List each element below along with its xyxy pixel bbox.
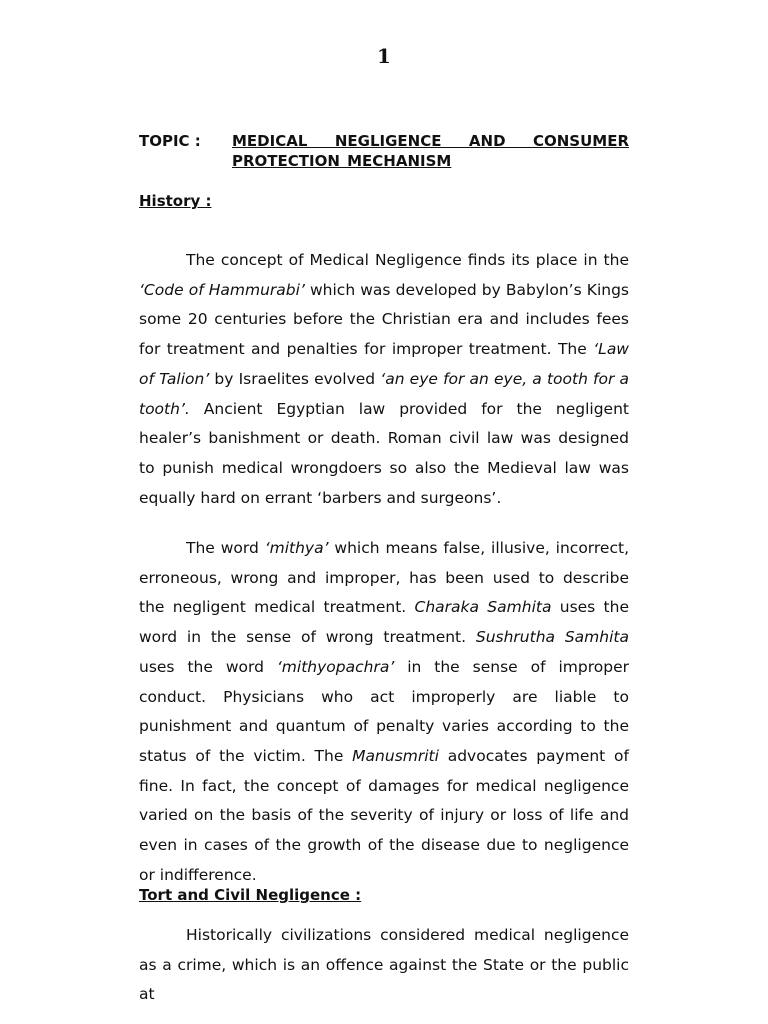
italic-phrase: Sushrutha Samhita [475, 628, 629, 647]
italic-phrase: ‘Code of Hammurabi’ [139, 280, 305, 299]
italic-phrase: ‘mithya’ [264, 539, 329, 557]
italic-phrase: Manusmriti [352, 746, 439, 765]
italic-phrase: Charaka Samhita [414, 598, 552, 617]
history-paragraph-1: The concept of Medical Negligence finds its place in the ‘Code of Hammurabi’ which was developed by Babylon’s Kings some 20 centuries before the Christian era and includes fees for treatment and penalties for improper treatment. The ‘Law of Talion’ by Israelites evolved ‘an eye for an eye, a tooth for a tooth’. Ancient Egyptian law provided for the negligent healer’s banishment or death. Roman civil law was designed to punish medical wrongdoers so also the Medieval law was equally hard on errant ‘barbers and surgeons’. [139, 251, 629, 507]
topic-title: MEDICAL NEGLIGENCE AND CONSUMER PROTECTION MECHANISM [232, 132, 629, 170]
page-number: 1 [377, 44, 391, 68]
history-paragraph-2: The word ‘mithya’ which means false, illusive, incorrect, erroneous, wrong and improper, has been used to describe the negligent medical treatment. Charaka Samhita uses the word in the sense of wrong treatment. Sushrutha Samhita uses the word ‘mithyopachra’ in the sense of improper conduct. Physicians who act improperly are liable to punishment and quantum of penalty varies according to the status of the victim. The Manusmriti advocates payment of fine. In fact, the concept of damages for medical negligence varied on the basis of the severity of injury or loss of life and even in cases of the growth of the disease due to negligence or indifference. [139, 539, 630, 884]
italic-phrase: ‘an eye for an eye, a tooth for a tooth’. [139, 369, 629, 418]
tort-heading: Tort and Civil Negligence : [139, 886, 362, 904]
topic-label: TOPIC : [139, 132, 201, 150]
italic-phrase: ‘Law of Talion’ [139, 340, 629, 388]
italic-phrase: ‘mithyopachra’ [276, 657, 395, 676]
history-heading: History : [139, 192, 212, 210]
tort-paragraph: Historically civilizations considered medical negligence as a crime, which is an offence against the State or the public at [139, 926, 629, 1004]
